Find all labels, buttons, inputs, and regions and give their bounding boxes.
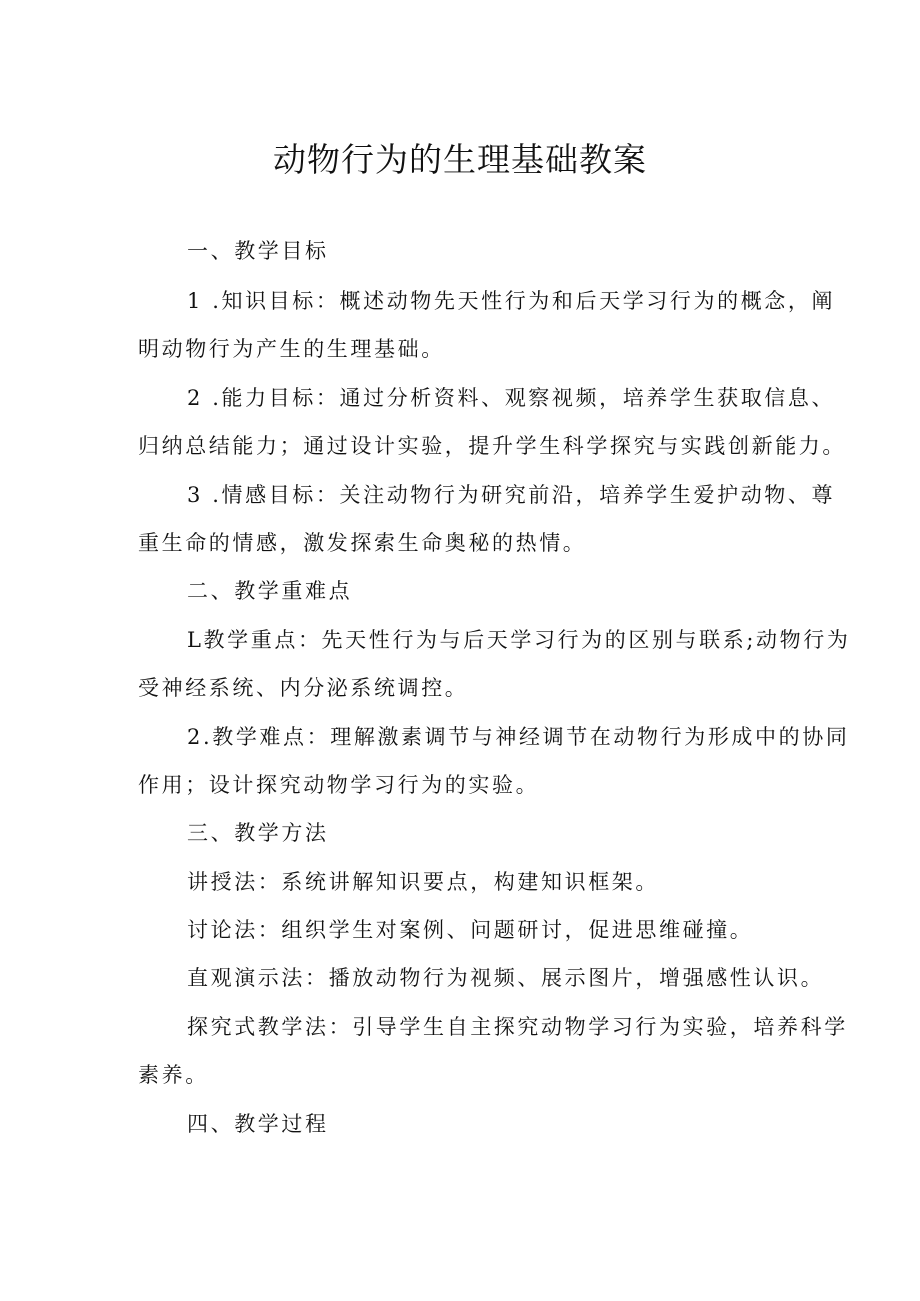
paragraph-line: 素养。: [138, 1063, 209, 1087]
document-title: 动物行为的生理基础教案: [273, 140, 647, 179]
paragraph-line: 2 .能力目标：通过分析资料、观察视频，培养学生获取信息、: [187, 386, 836, 410]
paragraph-line: 1 .知识目标：概述动物先天性行为和后天学习行为的概念，阐: [187, 289, 836, 313]
paragraph-line: L教学重点：先天性行为与后天学习行为的区别与联系;动物行为: [187, 628, 851, 652]
section-heading-process: 四、教学过程: [187, 1112, 329, 1136]
paragraph-line: 探究式教学法：引导学生自主探究动物学习行为实验，培养科学: [187, 1015, 848, 1039]
paragraph-line: 明动物行为产生的生理基础。: [138, 337, 445, 361]
paragraph-line: 重生命的情感，激发探索生命奥秘的热情。: [138, 531, 587, 555]
section-heading-objectives: 一、教学目标: [187, 239, 329, 263]
paragraph-line: 3 .情感目标：关注动物行为研究前沿，培养学生爱护动物、尊: [187, 483, 836, 507]
paragraph-line: 直观演示法：播放动物行为视频、展示图片，增强感性认识。: [187, 966, 825, 990]
section-heading-key-points: 二、教学重难点: [187, 579, 353, 603]
paragraph-line: 受神经系统、内分泌系统调控。: [138, 676, 469, 700]
paragraph-line: 作用；设计探究动物学习行为的实验。: [138, 773, 540, 797]
paragraph-line: 2.教学难点：理解激素调节与神经调节在动物行为形成中的协同: [187, 725, 850, 749]
paragraph-line: 归纳总结能力；通过设计实验，提升学生科学探究与实践创新能力。: [138, 434, 846, 458]
paragraph-line: 讨论法：组织学生对案例、问题研讨，促进思维碰撞。: [187, 918, 754, 942]
section-heading-methods: 三、教学方法: [187, 821, 329, 845]
paragraph-line: 讲授法：系统讲解知识要点，构建知识框架。: [187, 870, 659, 894]
